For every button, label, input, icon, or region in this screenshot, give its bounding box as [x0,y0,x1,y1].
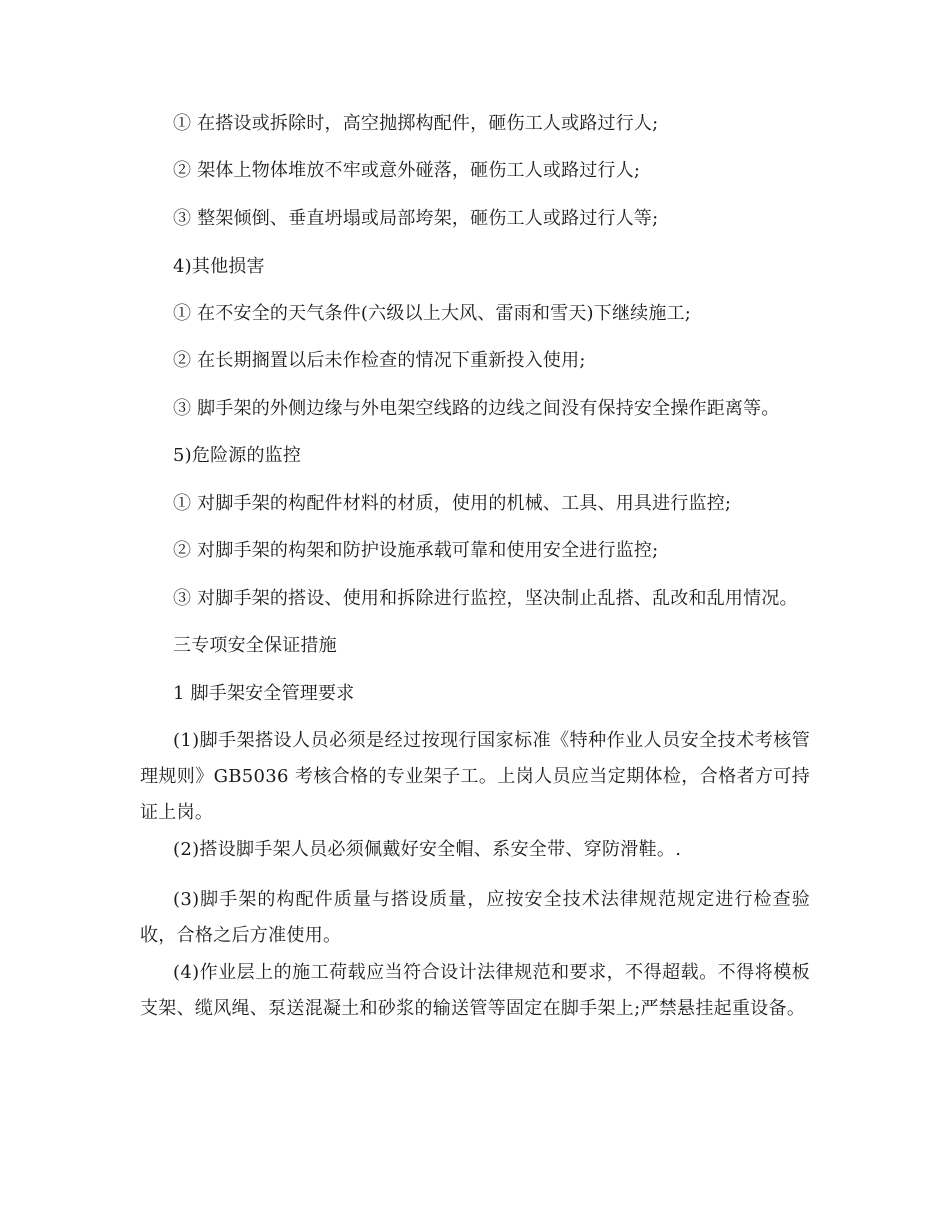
section-heading: 4)其他损害 [173,256,265,277]
paragraph: (3)脚手架的构配件质量与搭设质量，应按安全技术法律规范规定进行检查验收，合格之后方准使用。 [140,889,810,946]
text-line: ③ 整架倾倒、垂直坍塌或局部垮架，砸伤工人或路过行人等; [173,208,659,229]
text-line: ③ 脚手架的外侧边缘与外电架空线路的边线之间没有保持安全操作距离等。 [173,398,780,419]
text-line: ① 在不安全的天气条件(六级以上大风、雷雨和雪天)下继续施工; [173,303,692,324]
paragraph: (4)作业层上的施工荷载应当符合设计法律规范和要求，不得超载。不得将模板支架、缆风绳、泵送混凝土和砂浆的输送管等固定在脚手架上;严禁悬挂起重设备。 [140,962,810,1019]
text-line: ① 在搭设或拆除时，高空抛掷构配件，砸伤工人或路过行人; [173,113,659,134]
chapter-heading: 三专项安全保证措施 [173,635,337,656]
subsection-heading: 1 脚手架安全管理要求 [173,683,355,704]
text-line: ③ 对脚手架的搭设、使用和拆除进行监控，坚决制止乱搭、乱改和乱用情况。 [173,588,798,609]
text-line: ② 对脚手架的构架和防护设施承载可靠和使用安全进行监控; [173,540,659,561]
paragraph: (1)脚手架搭设人员必须是经过按现行国家标准《特种作业人员安全技术考核管理规则》GB5036 考核合格的专业架子工。上岗人员应当定期体检，合格者方可持证上岗。 [140,730,810,823]
text-line: ① 对脚手架的构配件材料的材质，使用的机械、工具、用具进行监控; [173,493,732,514]
section-heading: 5)危险源的监控 [173,445,302,466]
text-line: ② 在长期搁置以后未作检查的情况下重新投入使用; [173,350,586,371]
paragraph: (2)搭设脚手架人员必须佩戴好安全帽、系安全带、穿防滑鞋。. [173,839,682,860]
text-line: ② 架体上物体堆放不牢或意外碰落，砸伤工人或路过行人; [173,160,641,181]
